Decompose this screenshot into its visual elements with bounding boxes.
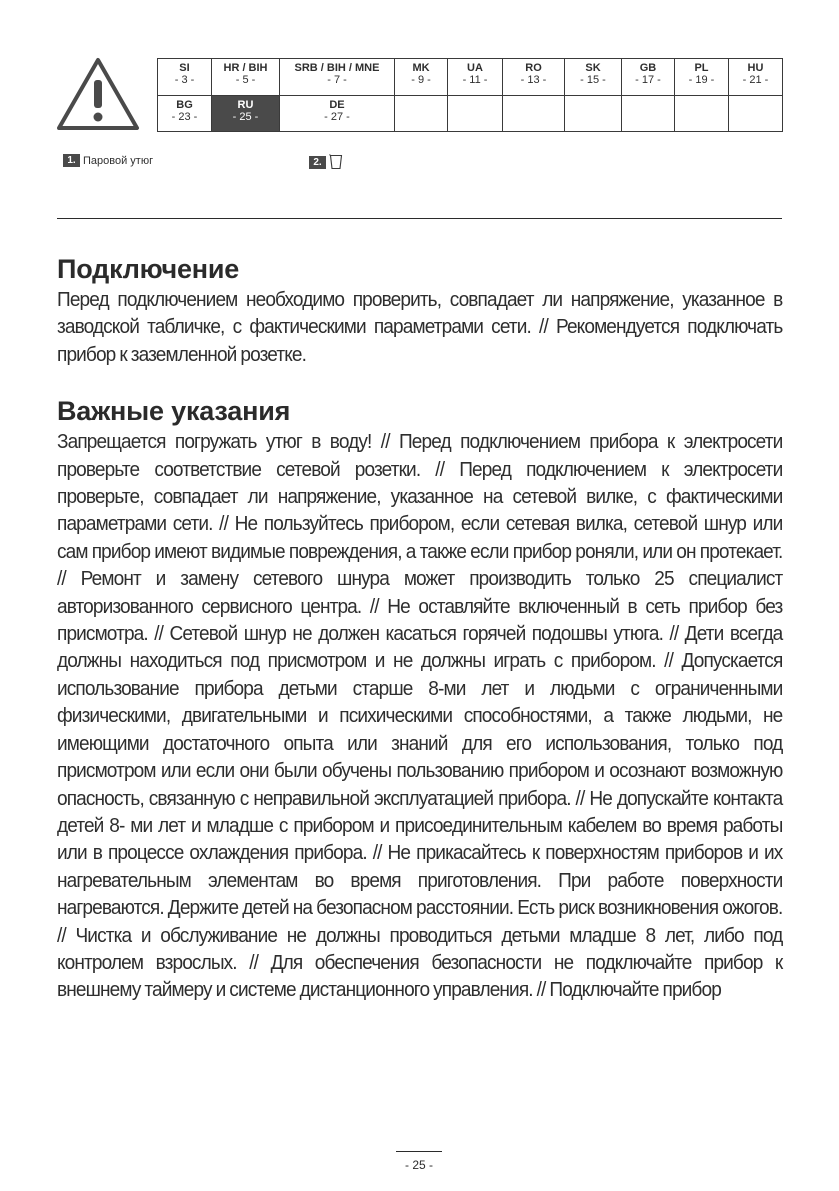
lang-cell-ua[interactable]: UA - 11 -: [448, 59, 503, 96]
section-title: Важные указания: [57, 396, 291, 427]
legend-item-1: [63, 154, 153, 167]
lang-cell-sk[interactable]: SK - 15 -: [565, 59, 622, 96]
lang-cell-gb[interactable]: GB - 17 -: [622, 59, 675, 96]
lang-cell-hu[interactable]: HU - 21 -: [729, 59, 783, 96]
lang-cell-srb[interactable]: SRB / BIH / MNE - 7 -: [280, 59, 395, 96]
header-divider: [57, 218, 782, 219]
main-content: [57, 252, 783, 1004]
lang-cell-si[interactable]: SI - 3 -: [158, 59, 212, 96]
empty-cell: [565, 96, 622, 132]
empty-cell: [675, 96, 729, 132]
legend-number: 1.: [63, 154, 80, 167]
lang-cell-ru-active[interactable]: RU - 25 -: [212, 96, 280, 132]
empty-cell: [395, 96, 448, 132]
section-text: Перед подключением необходимо проверить, совпадает ли напряжение, указанное в заводской табличке, с фактическими параметрами сети. // Рекомендуется подключать прибор к заземленной розетке.: [57, 288, 783, 366]
footer-divider: [396, 1151, 442, 1152]
empty-cell: [729, 96, 783, 132]
section-connection: [57, 252, 783, 368]
lang-cell-de[interactable]: DE - 27 -: [280, 96, 395, 132]
lang-cell-hr[interactable]: HR / BIH - 5 -: [212, 59, 280, 96]
section-important-notes: [57, 394, 783, 1004]
empty-cell: [503, 96, 565, 132]
language-row-2: [158, 96, 783, 132]
lang-cell-pl[interactable]: PL - 19 -: [675, 59, 729, 96]
warning-triangle-icon: [55, 56, 141, 132]
lang-cell-ro[interactable]: RO - 13 -: [503, 59, 565, 96]
empty-cell: [622, 96, 675, 132]
section-title: Подключение: [57, 254, 240, 284]
lang-cell-bg[interactable]: BG - 23 -: [158, 96, 212, 132]
page-number: - 25 -: [404, 1158, 433, 1172]
lang-cell-mk[interactable]: MK - 9 -: [395, 59, 448, 96]
measuring-cup-icon: [329, 154, 343, 170]
section-text: Запрещается погружать утюг в воду! // Перед подключением прибора к электросети проверьте соответствие сетевой розетки. // Перед подключением к электросети проверьте, совпадает ли напряжение, указанное на сетевой вилке, с фактическими параметрами сети. // Не пользуйтесь прибором, если сетевая вилка, сетевой шнур или сам прибор имеют видимые повреждения, а также если прибор роняли, или он протекает. // Ремонт и замену сетевого шнура может производить только 25 специалист авторизованного сервисного центра. // Не оставляйте включенный в сеть прибор без присмотра. // Сетевой шнур не должен касаться горячей подошвы утюга. // Дети всегда должны находиться под присмотром и не должны играть с прибором. // Допускается использование прибора детьми старше 8-ми лет и людьми с ограниченными физическими, двигательными и психическими способностями, а также людьми, не имеющими достаточного опыта или знаний для его использования, только под присмотром или если они были обучены пользованию прибором и осознают возможную опасность, связанную с неправильной эксплуатацией прибора. // Не допускайте контакта детей 8- ми лет и младше с прибором и присоединительным кабелем во время работы или в процессе охлаждения прибора. // Не прикасайтесь к поверхностям приборов и их нагревательным элементам во время приготовления. При работе поверхности нагреваются. Держите детей на безопасном расстоянии. Есть риск возникновения ожогов. // Чистка и обслуживание не должны проводиться детьми младше 8 лет, либо под контролем взрослых. // Для обеспечения безопасности не подключайте прибор к внешнему таймеру и системе дистанционного управления. // Подключайте прибор: [57, 430, 783, 1002]
language-row-1: [158, 59, 783, 96]
legend-number: 2.: [309, 156, 326, 169]
legend-item-2: [309, 154, 343, 170]
empty-cell: [448, 96, 503, 132]
language-index-table: [157, 58, 783, 132]
legend-label: Паровой утюг: [83, 154, 154, 167]
